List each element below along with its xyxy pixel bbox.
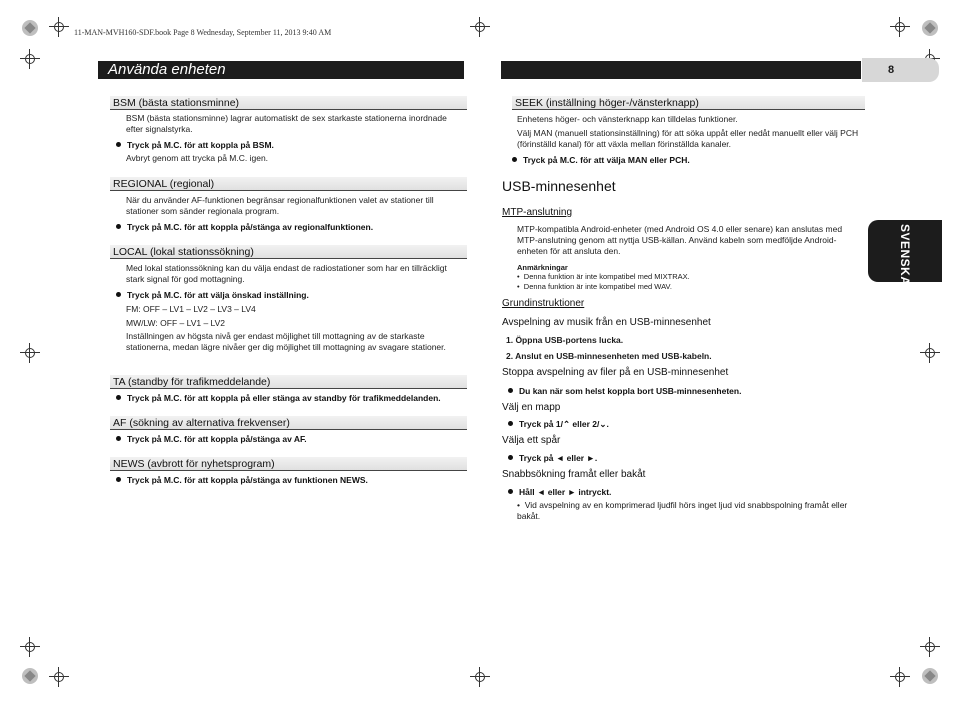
local-heading: LOCAL (lokal stationssökning) xyxy=(110,245,467,259)
news-bullet: Tryck på M.C. för att koppla på/stänga av funktionen NEWS. xyxy=(116,475,368,486)
crosshair-mark xyxy=(473,20,487,34)
language-tab xyxy=(868,220,942,286)
ta-bullet: Tryck på M.C. för att koppla på eller stänga av standby för trafikmeddelanden. xyxy=(116,393,441,404)
mtp-description: MTP-kompatibla Android-enheter (med Android OS 4.0 eller senare) kan anslutas med MTP-anslutning genom att nyttja USB-källan. Använd kabeln som medföljde Android-enheten för att ansluta den. xyxy=(517,224,843,256)
crosshair-mark xyxy=(923,346,937,360)
bsm-cancel: Avbryt genom att trycka på M.C. igen. xyxy=(126,153,269,163)
track-heading: Välja ett spår xyxy=(502,435,561,446)
registration-star-mark xyxy=(22,668,38,684)
local-bullet: Tryck på M.C. för att välja önskad inställning. xyxy=(116,290,309,301)
crosshair-mark xyxy=(52,20,66,34)
mtp-heading: MTP-anslutning xyxy=(502,207,573,218)
crosshair-mark xyxy=(23,640,37,654)
crosshair-mark xyxy=(52,670,66,684)
seek-heading: SEEK (inställning höger-/vänsterknapp) xyxy=(512,96,865,110)
file-info: 11-MAN-MVH160-SDF.book Page 8 Wednesday, September 11, 2013 9:40 AM xyxy=(74,28,332,37)
crosshair-mark xyxy=(23,346,37,360)
local-mwlw-levels: MW/LW: OFF – LV1 – LV2 xyxy=(126,318,226,328)
track-bullet: Tryck på ◄ eller ►. xyxy=(508,453,597,464)
play-heading: Avspelning av musik från en USB-minnesenhet xyxy=(502,317,711,328)
step-2: 2. Anslut en USB-minnesenheten med USB-kabeln. xyxy=(506,351,712,361)
local-description: Med lokal stationssökning kan du välja endast de radiostationer som har en tillräckligt stark signal för god mottagning. xyxy=(126,263,447,284)
notes-heading: Anmärkningar xyxy=(517,263,568,272)
page-number: 8 xyxy=(862,58,939,82)
local-note: Inställningen av högsta nivå ger endast möjlighet till mottagning av de starkaste stationerna, medan lägre nivåer ger dig möjlighet till mottagning av svagare stationer. xyxy=(126,331,446,352)
page-title: Använda enheten xyxy=(98,61,464,79)
local-fm-levels: FM: OFF – LV1 – LV2 – LV3 – LV4 xyxy=(126,304,256,314)
ta-heading: TA (standby för trafikmeddelande) xyxy=(110,375,467,389)
seek-description-2: Välj MAN (manuell stationsinställning) för att söka uppåt eller nedåt manuellt eller välj PCH (förinställd kanal) för att växla mellan förinställda kanaler. xyxy=(517,128,859,149)
folder-heading: Välj en mapp xyxy=(502,402,561,413)
regional-description: När du använder AF-funktionen begränsar regionalfunktionen valet av stationer till stationer som sänder regionala program. xyxy=(126,195,434,216)
fast-forward-heading: Snabbsökning framåt eller bakåt xyxy=(502,469,646,480)
seek-description-1: Enhetens höger- och vänsterknapp kan tilldelas funktioner. xyxy=(517,114,738,124)
registration-star-mark xyxy=(922,668,938,684)
basic-instructions-heading: Grundinstruktioner xyxy=(502,298,585,309)
stop-bullet: Du kan när som helst koppla bort USB-minnesenheten. xyxy=(508,386,741,397)
usb-heading: USB-minnesenhet xyxy=(502,178,616,194)
bsm-bullet: Tryck på M.C. för att koppla på BSM. xyxy=(116,140,274,151)
regional-bullet: Tryck på M.C. för att koppla på/stänga av regionalfunktionen. xyxy=(116,222,373,233)
crosshair-mark xyxy=(893,20,907,34)
stop-heading: Stoppa avspelning av filer på en USB-minnesenhet xyxy=(502,367,729,378)
crosshair-mark xyxy=(473,670,487,684)
af-heading: AF (sökning av alternativa frekvenser) xyxy=(110,416,467,430)
header-bar xyxy=(501,61,861,79)
crosshair-mark xyxy=(923,640,937,654)
bsm-heading: BSM (bästa stationsminne) xyxy=(110,96,467,110)
note-item: • Denna funktion är inte kompatibel med MIXTRAX. xyxy=(517,272,690,281)
af-bullet: Tryck på M.C. för att koppla på/stänga av AF. xyxy=(116,434,307,445)
seek-bullet: Tryck på M.C. för att välja MAN eller PCH. xyxy=(512,155,690,166)
crosshair-mark xyxy=(893,670,907,684)
note-item: • Denna funktion är inte kompatibel med WAV. xyxy=(517,282,672,291)
news-heading: NEWS (avbrott för nyhetsprogram) xyxy=(110,457,467,471)
folder-bullet: Tryck på 1/⌃ eller 2/⌄. xyxy=(508,419,609,430)
step-1: 1. Öppna USB-portens lucka. xyxy=(506,335,624,345)
registration-star-mark xyxy=(22,20,38,36)
crosshair-mark xyxy=(23,52,37,66)
registration-star-mark xyxy=(922,20,938,36)
fast-forward-note: • Vid avspelning av en komprimerad ljudfil hörs inget ljud vid snabbspolning framåt eller bakåt. xyxy=(517,500,848,521)
language-label: SVENSKA xyxy=(898,224,912,286)
regional-heading: REGIONAL (regional) xyxy=(110,177,467,191)
bsm-description: BSM (bästa stationsminne) lagrar automatiskt de sex starkaste stationerna inordnade efter signalstyrka. xyxy=(126,113,447,134)
fast-forward-bullet: Håll ◄ eller ► intryckt. xyxy=(508,487,611,498)
